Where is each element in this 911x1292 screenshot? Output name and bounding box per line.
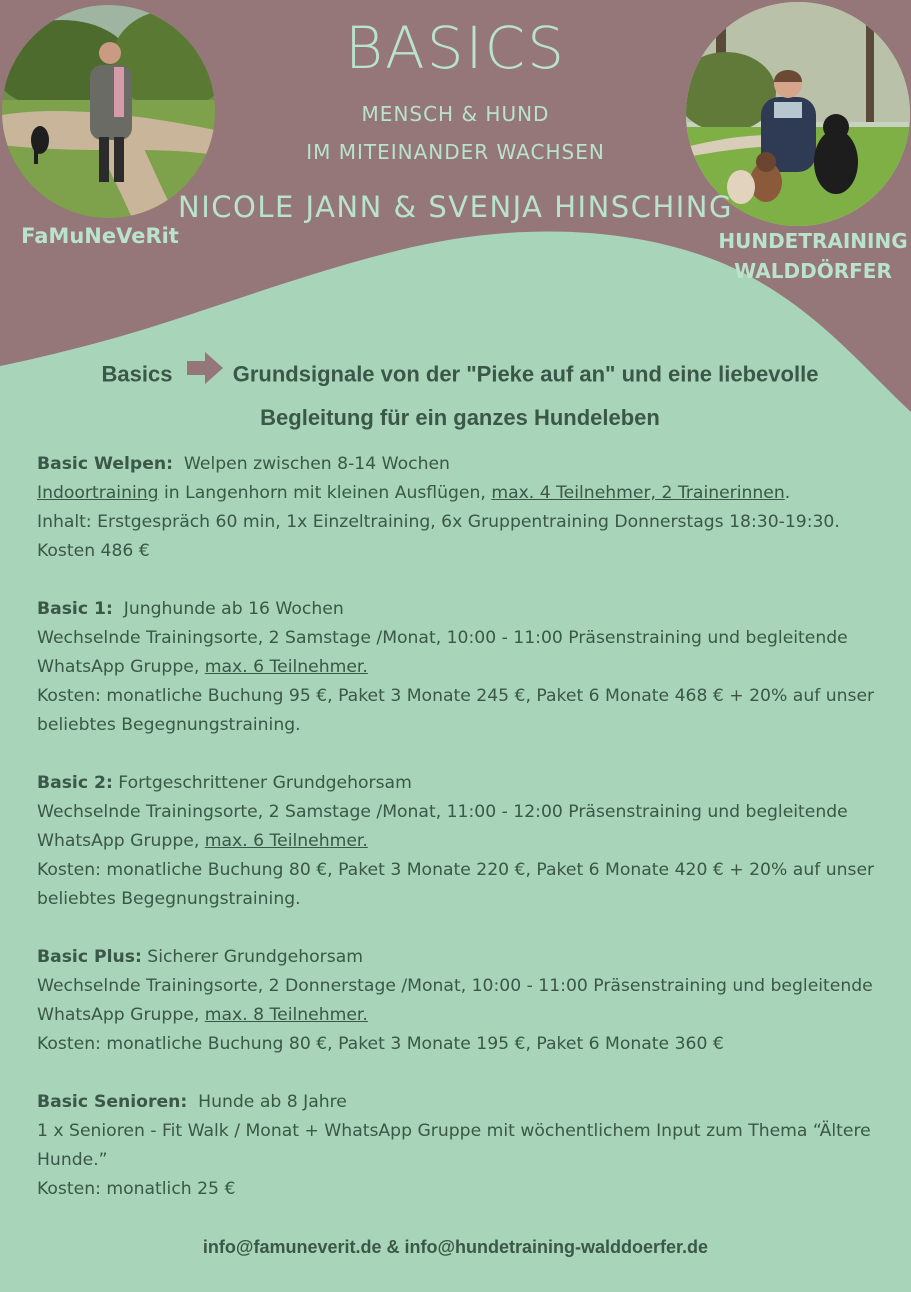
subtitle-line-1: MENSCH & HUND — [361, 102, 550, 126]
section-subtitle: Hunde ab 8 Jahre — [198, 1092, 347, 1112]
contact-emails: info@famuneverit.de & info@hundetraining-walddoerfer.de — [202, 1237, 709, 1257]
brand-right-line-1: HUNDETRAINING — [718, 229, 908, 253]
headline-line-2: Begleitung für ein ganzes Hundeleben — [260, 405, 660, 430]
headline-text-1: Grundsignale von der "Pieke auf an" und eine liebevolle — [232, 361, 819, 387]
brand-hundetraining-walddoerfer — [715, 226, 911, 286]
section-costs: Kosten: monatlich 25 € — [37, 1179, 236, 1199]
details-text: Wechselnde Trainingsorte, 2 Samstage /Monat, 11:00 - 12:00 Präsenstraining und begleitende WhatsApp Gruppe, — [37, 802, 848, 851]
section-title: Basic Plus: — [37, 947, 142, 967]
section-title: Basic Senioren: — [37, 1092, 188, 1112]
section-details — [37, 479, 887, 508]
section-subtitle: Sicherer Grundgehorsam — [147, 947, 363, 967]
section-basic-2 — [37, 769, 887, 914]
headline — [60, 352, 860, 436]
section-details — [37, 624, 887, 682]
participant-limit: max. 8 Teilnehmer. — [204, 1005, 368, 1025]
section-costs: Kosten: monatliche Buchung 80 €, Paket 3 Monate 195 €, Paket 6 Monate 360 € — [37, 1034, 724, 1054]
section-details: 1 x Senioren - Fit Walk / Monat + WhatsApp Gruppe mit wöchentlichem Input zum Thema “Ältere Hunde.” — [37, 1121, 871, 1170]
course-list — [37, 450, 887, 1233]
section-basic-1 — [37, 595, 887, 740]
details-text: Wechselnde Trainingsorte, 2 Donnerstage /Monat, 10:00 - 11:00 Präsenstraining und begleitende WhatsApp Gruppe, — [37, 976, 873, 1025]
headline-label: Basics — [101, 361, 173, 387]
section-heading — [37, 450, 887, 479]
indoor-training-text: Indoortraining — [37, 483, 159, 503]
section-heading — [37, 769, 887, 798]
details-text: in Langenhorn mit kleinen Ausflügen, — [158, 483, 492, 503]
section-basic-welpen — [37, 450, 887, 566]
section-basic-plus — [37, 943, 887, 1059]
section-costs: Kosten 486 € — [37, 541, 150, 561]
section-heading — [37, 595, 887, 624]
participant-limit: max. 6 Teilnehmer. — [204, 831, 368, 851]
headline-line-1 — [60, 352, 860, 399]
participant-limit: max. 4 Teilnehmer, 2 Trainerinnen — [491, 483, 785, 503]
brand-right-line-2: WALDDÖRFER — [734, 259, 892, 283]
section-costs: Kosten: monatliche Buchung 95 €, Paket 3 Monate 245 €, Paket 6 Monate 468 € + 20% auf unser beliebtes Begegnungstraining. — [37, 686, 875, 735]
participant-limit: max. 6 Teilnehmer. — [204, 657, 368, 677]
section-subtitle: Junghunde ab 16 Wochen — [123, 599, 344, 619]
section-content: Inhalt: Erstgespräch 60 min, 1x Einzeltraining, 6x Gruppentraining Donnerstags 18:30-19:30. — [37, 512, 840, 532]
section-heading — [37, 943, 887, 972]
section-heading — [37, 1088, 887, 1117]
section-title: Basic 2: — [37, 773, 113, 793]
details-end: . — [784, 483, 791, 503]
subtitle-line-2: IM MITEINANDER WACHSEN — [306, 140, 605, 164]
section-subtitle: Fortgeschrittener Grundgehorsam — [118, 773, 412, 793]
page-title: BASICS — [345, 14, 566, 82]
section-title: Basic Welpen: — [37, 454, 173, 474]
section-costs: Kosten: monatliche Buchung 80 €, Paket 3 Monate 220 €, Paket 6 Monate 420 € + 20% auf unser beliebtes Begegnungstraining. — [37, 860, 875, 909]
trainer-names: NICOLE JANN & SVENJA HINSCHING — [178, 190, 733, 224]
section-details — [37, 972, 887, 1030]
section-title: Basic 1: — [37, 599, 113, 619]
section-details — [37, 798, 887, 856]
brand-famuneverit: FaMuNeVeRit — [21, 224, 179, 248]
section-subtitle: Welpen zwischen 8-14 Wochen — [183, 454, 450, 474]
details-text: Wechselnde Trainingsorte, 2 Samstage /Monat, 10:00 - 11:00 Präsenstraining und begleitende WhatsApp Gruppe, — [37, 628, 848, 677]
right-arrow-icon — [187, 352, 223, 395]
section-basic-senioren — [37, 1088, 887, 1204]
